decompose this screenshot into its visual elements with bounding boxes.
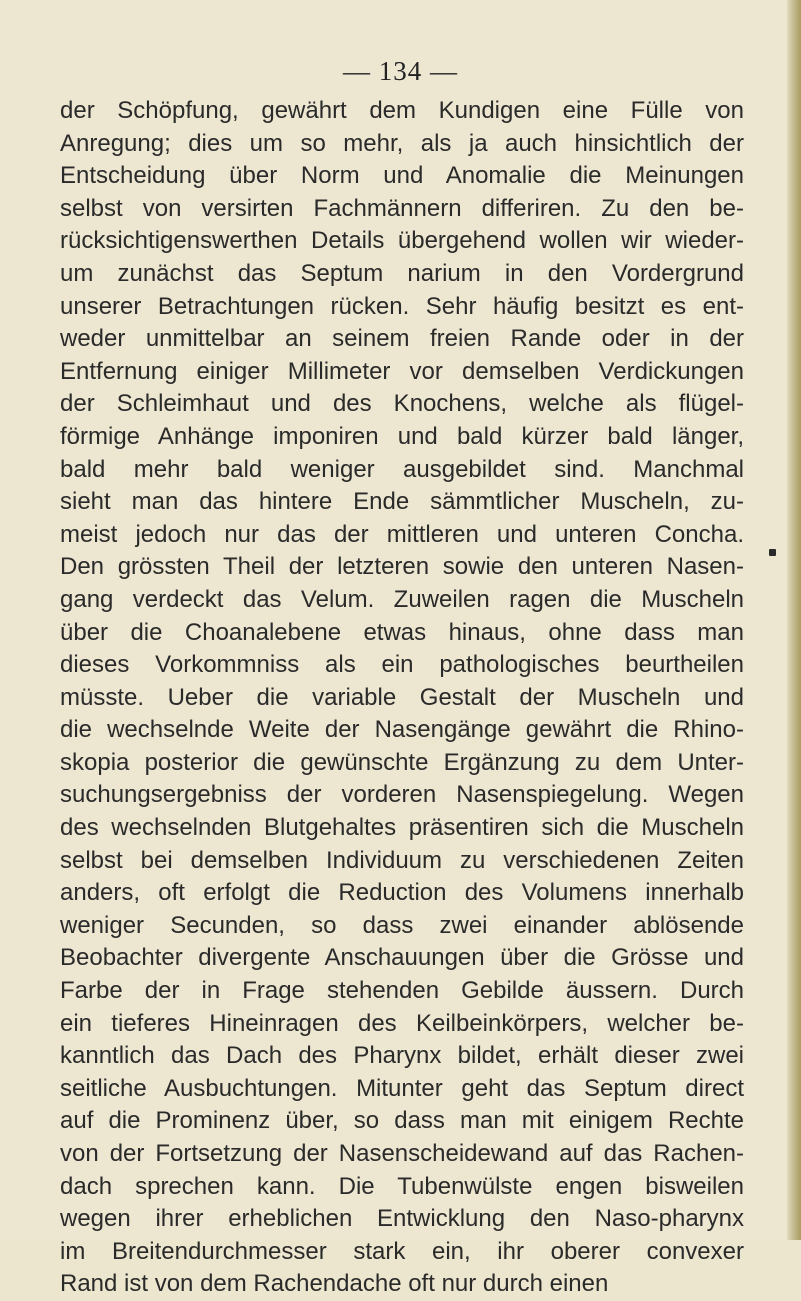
text-line: bald mehr bald weniger ausgebildet sind. Manchmal	[60, 455, 744, 483]
text-line: müsste. Ueber die variable Gestalt der Muscheln und	[60, 683, 744, 711]
text-line: weder unmittelbar an seinem freien Rande oder in der	[60, 325, 744, 353]
text-line: dieses Vorkommniss als ein pathologisches beurtheilen	[60, 651, 744, 679]
text-line: anders, oft erfolgt die Reduction des Volumens innerhalb	[60, 879, 744, 907]
text-line: Entscheidung über Norm und Anomalie die Meinungen	[60, 162, 744, 190]
text-line: seitliche Ausbuchtungen. Mitunter geht das Septum direct	[60, 1074, 744, 1102]
text-line: die wechselnde Weite der Nasengänge gewährt die Rhino-	[60, 716, 744, 744]
text-line: kanntlich das Dach des Pharynx bildet, erhält dieser zwei	[60, 1042, 744, 1070]
text-line: weniger Secunden, so dass zwei einander ablösende	[60, 911, 744, 939]
text-line: über die Choanalebene etwas hinaus, ohne dass man	[60, 618, 744, 646]
text-line: skopia posterior die gewünschte Ergänzung zu dem Unter-	[60, 748, 744, 776]
text-line: selbst bei demselben Individuum zu verschiedenen Zeiten	[60, 846, 744, 874]
text-line: unserer Betrachtungen rücken. Sehr häufig besitzt es ent-	[60, 292, 744, 320]
text-line: der Schleimhaut und des Knochens, welche als flügel-	[60, 390, 744, 418]
page-edge	[787, 0, 801, 1240]
text-line: förmige Anhänge imponiren und bald kürzer bald länger,	[60, 422, 744, 450]
text-line: von der Fortsetzung der Nasenscheidewand auf das Rachen-	[60, 1140, 744, 1167]
text-line: Farbe der in Frage stehenden Gebilde äussern. Durch	[60, 977, 744, 1005]
text-line: der Schöpfung, gewährt dem Kundigen eine Fülle von	[60, 97, 744, 124]
text-line: im Breitendurchmesser stark ein, ihr oberer convexer	[60, 1237, 744, 1265]
text-line: dach sprechen kann. Die Tubenwülste engen bisweilen	[60, 1172, 744, 1200]
text-line: Rand ist von dem Rachendache oft nur durch einen	[60, 1270, 609, 1298]
text-line: sieht man das hintere Ende sämmtlicher Muscheln, zu-	[60, 488, 744, 516]
text-line: Anregung; dies um so mehr, als ja auch hinsichtlich der	[60, 129, 744, 157]
text-line: rücksichtigenswerthen Details übergehend wollen wir wieder-	[60, 227, 744, 255]
text-line: gang verdeckt das Velum. Zuweilen ragen die Muscheln	[60, 585, 744, 613]
text-line: ein tieferes Hineinragen des Keilbeinkörpers, welcher be-	[60, 1009, 744, 1037]
text-line: meist jedoch nur das der mittleren und unteren Concha.	[60, 520, 744, 548]
body-text	[60, 95, 744, 1301]
text-line: des wechselnden Blutgehaltes präsentiren sich die Muscheln	[60, 814, 744, 842]
text-line: selbst von versirten Fachmännern differiren. Zu den be-	[60, 194, 744, 222]
text-line: Entfernung einiger Millimeter vor demselben Verdickungen	[60, 357, 744, 385]
text-line: wegen ihrer erheblichen Entwicklung den Naso-pharynx	[60, 1205, 744, 1233]
text-line: suchungsergebniss der vorderen Nasenspiegelung. Wegen	[60, 781, 744, 809]
text-line: Den grössten Theil der letzteren sowie den unteren Nasen-	[60, 553, 744, 581]
text-line: Beobachter divergente Anschauungen über die Grösse und	[60, 944, 744, 972]
text-line: um zunächst das Septum narium in den Vordergrund	[60, 259, 744, 287]
margin-mark	[769, 549, 776, 556]
text-line: auf die Prominenz über, so dass man mit einigem Rechte	[60, 1107, 744, 1135]
page-number: — 134 —	[343, 56, 458, 86]
